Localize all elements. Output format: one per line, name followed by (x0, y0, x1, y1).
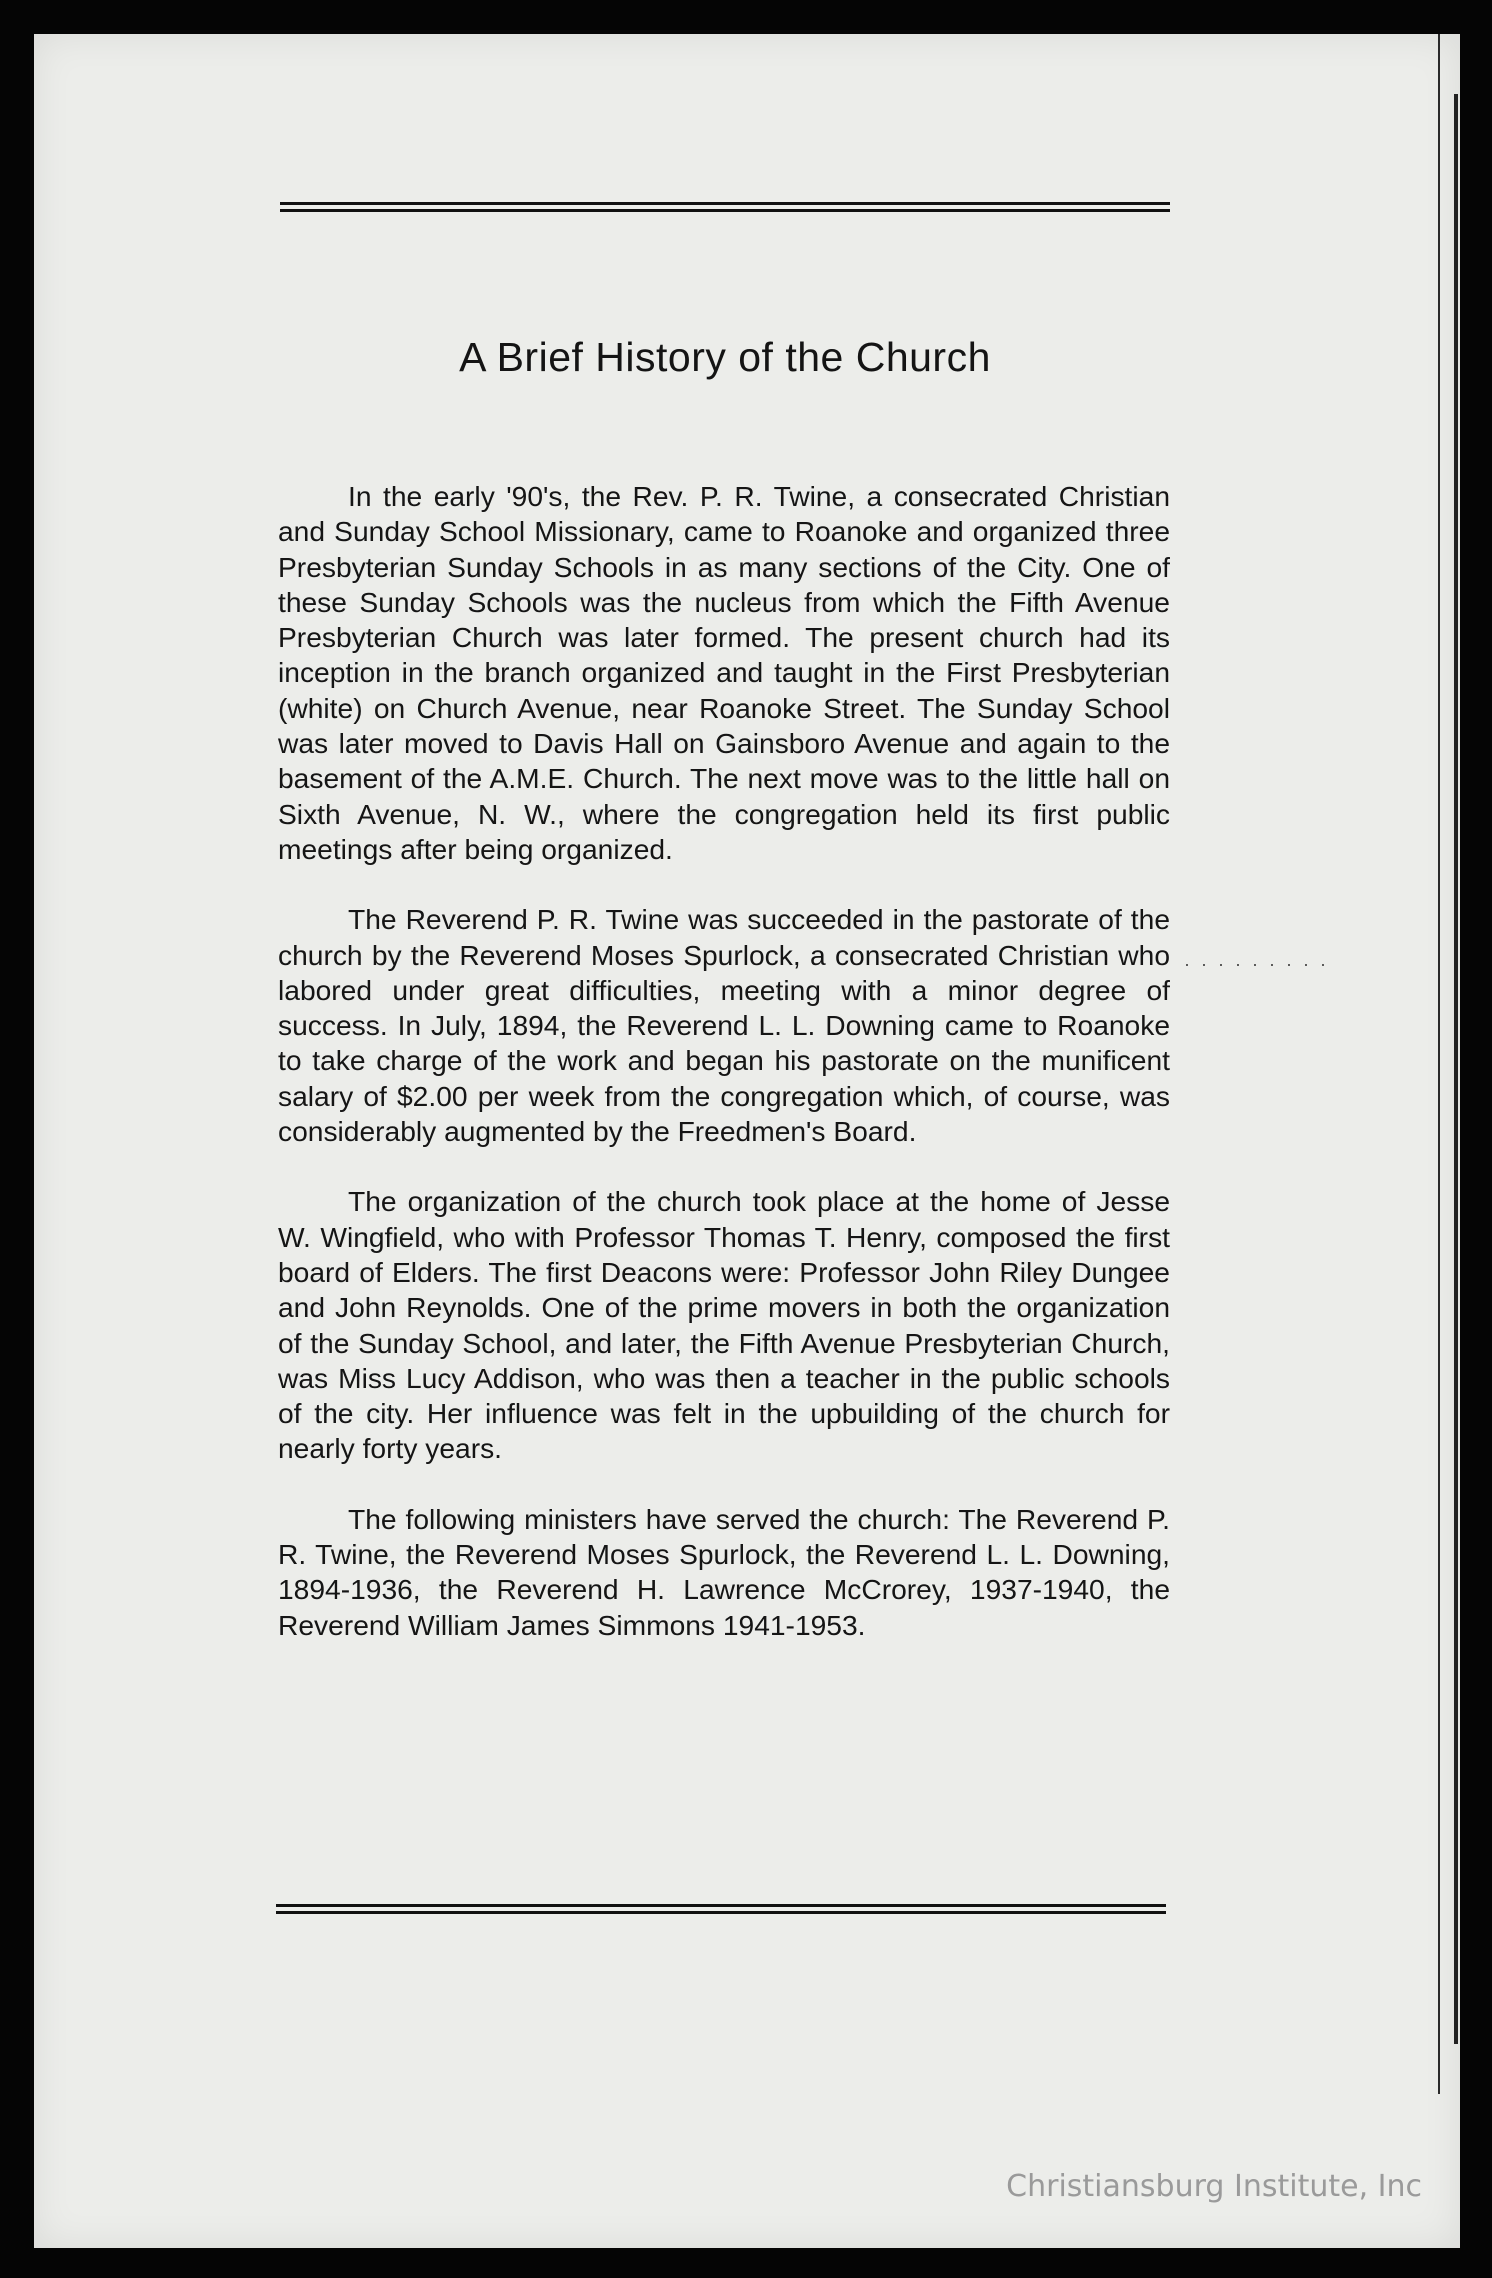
page-edge-line-outer (1454, 94, 1458, 2044)
watermark: Christiansburg Institute, Inc (1006, 2169, 1422, 2204)
paragraph-2: The Reverend P. R. Twine was succeeded in the pastorate of the church by the Reverend Moses Spurlock, a consecrated Christian who labored under great difficulties, meeting with a minor degree of success. In July, 1894, the Reverend L. L. Downing came to Roanoke to take charge of the work and began his pastorate on the munificent salary of $2.00 per week from the congregation which, of course, was considerably augmented by the Freedmen's Board. (278, 903, 1170, 1148)
page-title: A Brief History of the Church (459, 334, 991, 380)
margin-dotted-mark: · · · · · · · · · (1184, 954, 1329, 974)
paragraph-3: The organization of the church took place at the home of Jesse W. Wingfield, who with Professor Thomas T. Henry, composed the first board of Elders. The first Deacons were: Professor John Riley Dungee and John Reynolds. One of the prime movers in both the organization of the Sunday School, and later, the Fifth Avenue Presbyterian Church, was Miss Lucy Addison, who was then a teacher in the public schools of the city. Her influence was felt in the upbuilding of the church for nearly forty years. (278, 1185, 1170, 1465)
bottom-double-rule (276, 1904, 1166, 1914)
history-body (278, 479, 1170, 1678)
paragraph-1: In the early '90's, the Rev. P. R. Twine, a consecrated Christian and Sunday School Missionary, came to Roanoke and organized three Presbyterian Sunday Schools in as many sections of the City. One of these Sunday Schools was the nucleus from which the Fifth Avenue Presbyterian Church was later formed. The present church had its inception in the branch organized and taught in the First Presbyterian (white) on Church Avenue, near Roanoke Street. The Sunday School was later moved to Davis Hall on Gainsboro Avenue and again to the basement of the A.M.E. Church. The next move was to the little hall on Sixth Avenue, N. W., where the congregation held its first public meetings after being organized. (278, 480, 1170, 865)
paragraph-4: The following ministers have served the church: The Reverend P. R. Twine, the Reverend Moses Spurlock, the Reverend L. L. Downing, 1894-1936, the Reverend H. Lawrence McCrorey, 1937-1940, the Reverend William James Simmons 1941-1953. (278, 1502, 1170, 1641)
document-page (34, 34, 1460, 2248)
top-double-rule (280, 202, 1170, 212)
page-edge-line (1438, 34, 1440, 2094)
